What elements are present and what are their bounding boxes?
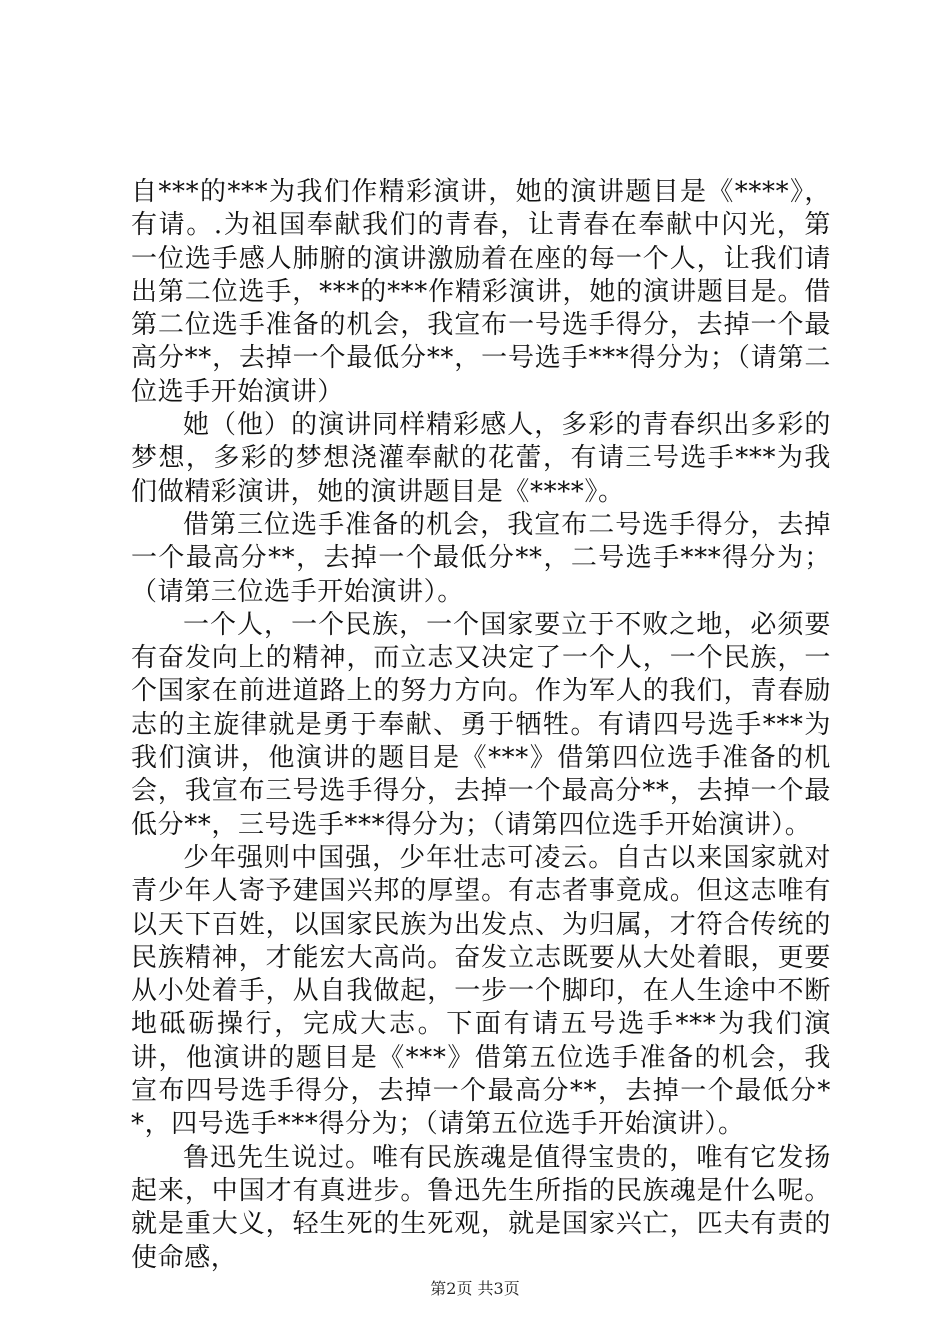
paragraph-5: 少年强则中国强，少年壮志可凌云。自古以来国家就对青少年人寄予建国兴邦的厚望。有志者事竟成。但这志唯有以天下百姓，以国家民族为出发点、为归属，才符合传统的民族精神，才能宏大高尚。奋发立志既要从大处着眼，更要从小处着手，从自我做起，一步一个脚印，在人生途中不断地砥砺操行，完成大志。下面有请五号选手***为我们演讲，他演讲的题目是《***》借第五位选手准备的机会，我宣布四号选手得分，去掉一个最高分**，去掉一个最低分**，四号选手***得分为；（请第五位选手开始演讲）。 xyxy=(131,842,831,1140)
paragraph-4: 一个人，一个民族，一个国家要立于不败之地，必须要有奋发向上的精神，而立志又决定了一个人，一个民族，一个国家在前进道路上的努力方向。作为军人的我们，青春励志的主旋律就是勇于奉献、勇于牺牲。有请四号选手***为我们演讲，他演讲的题目是《***》借第四位选手准备的机会，我宣布三号选手得分，去掉一个最高分**，去掉一个最低分**，三号选手***得分为；（请第四位选手开始演讲）。 xyxy=(131,609,831,840)
page-number-footer: 第2页 共3页 xyxy=(430,1279,520,1298)
document-body xyxy=(131,176,831,1275)
paragraph-6: 鲁迅先生说过。唯有民族魂是值得宝贵的，唯有它发扬起来，中国才有真进步。鲁迅先生所指的民族魂是什么呢。就是重大义，轻生死的生死观，就是国家兴亡，匹夫有责的使命感， xyxy=(131,1142,831,1273)
paragraph-1: 自***的***为我们作精彩演讲，她的演讲题目是《****》，有请。.为祖国奉献我们的青春，让青春在奉献中闪光，第一位选手感人肺腑的演讲激励着在座的每一个人，让我们请出第二位选手，***的***作精彩演讲，她的演讲题目是。借第二位选手准备的机会，我宣布一号选手得分，去掉一个最高分**，去掉一个最低分**，一号选手***得分为；（请第二位选手开始演讲） xyxy=(131,177,831,407)
paragraph-2: 她（他）的演讲同样精彩感人，多彩的青春织出多彩的梦想，多彩的梦想浇灌奉献的花蕾，有请三号选手***为我们做精彩演讲，她的演讲题目是《****》。 xyxy=(131,410,831,507)
paragraph-3: 借第三位选手准备的机会，我宣布二号选手得分，去掉一个最高分**，去掉一个最低分**，二号选手***得分为；（请第三位选手开始演讲）。 xyxy=(131,509,831,607)
